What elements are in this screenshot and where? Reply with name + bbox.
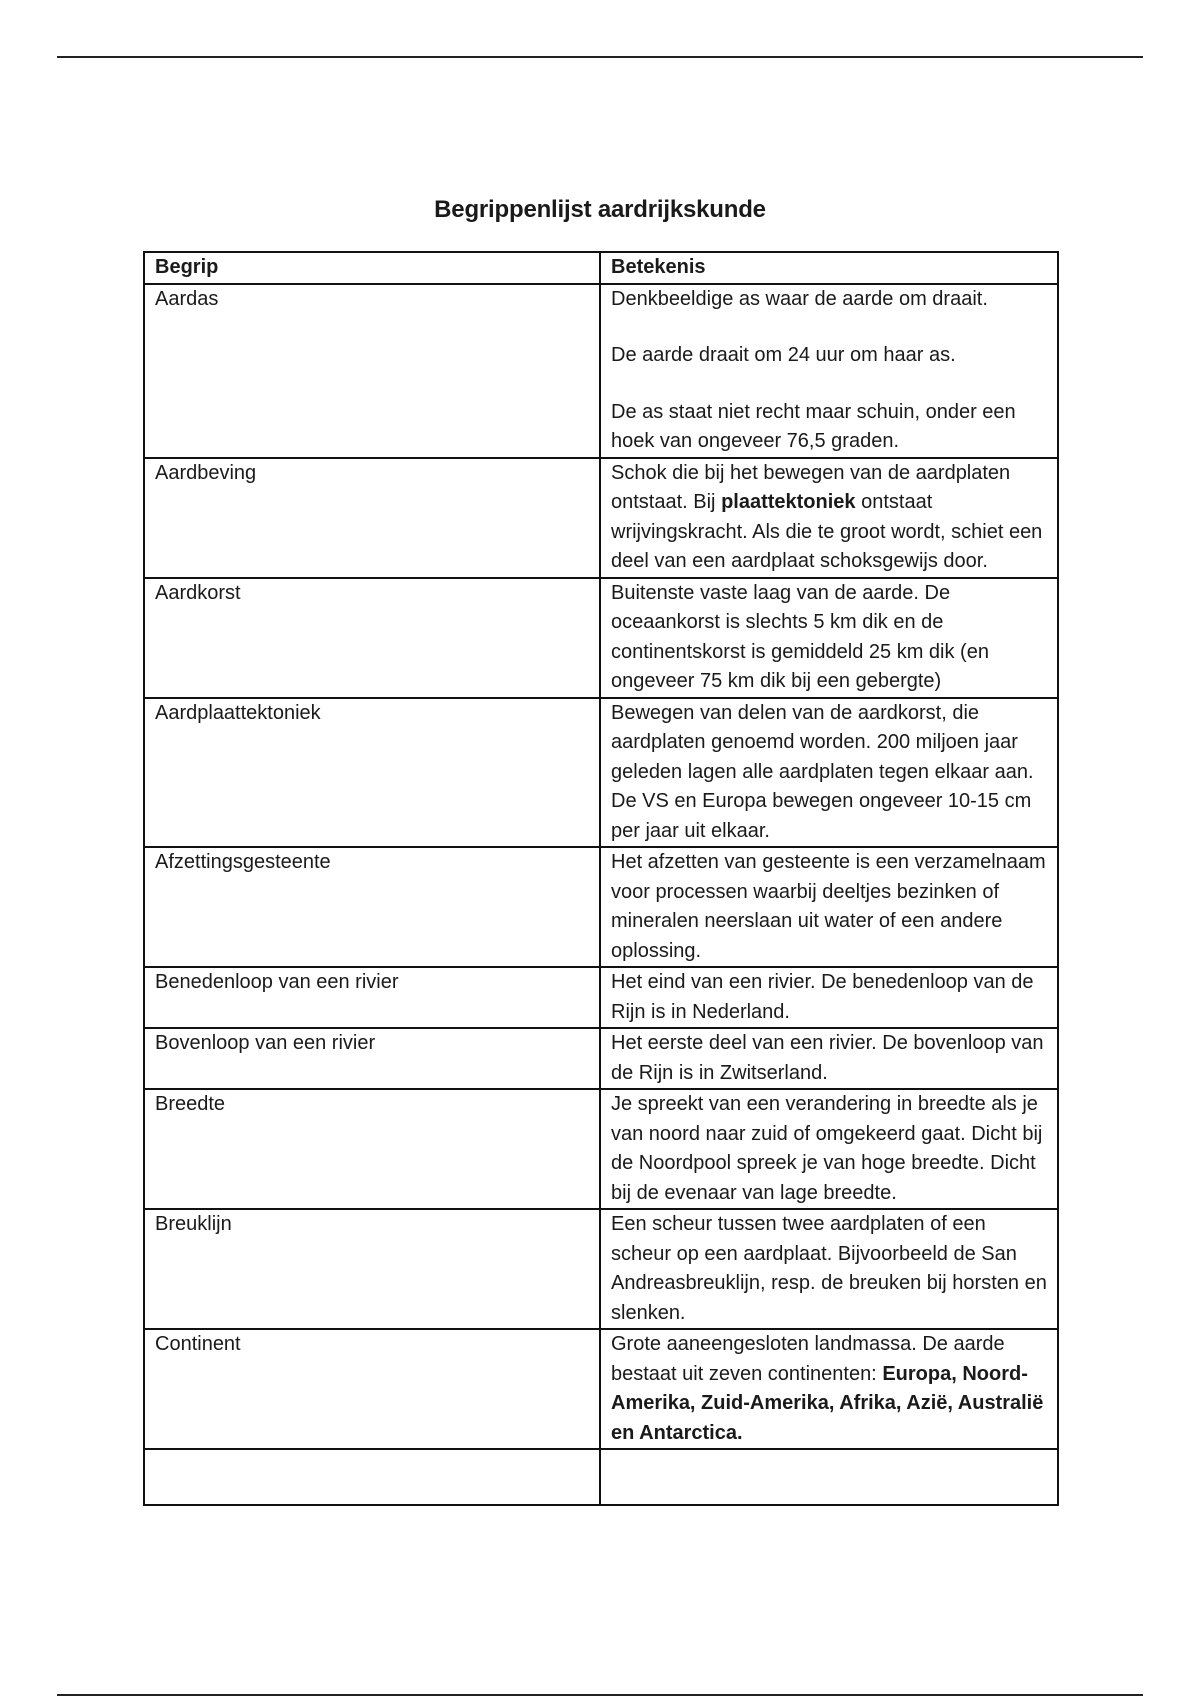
definition-cell [600, 458, 1058, 578]
definition-text: Schok die bij het bewegen van de aardplaten ontstaat. Bij [611, 461, 1011, 513]
table-row [144, 847, 1058, 967]
table-row [144, 578, 1058, 698]
term-cell: Breedte [144, 1089, 600, 1209]
definition-cell: Buitenste vaste laag van de aarde. De oceaankorst is slechts 5 km dik en de continentskorst is gemiddeld 25 km dik (en ongeveer 75 km dik bij een gebergte) [600, 578, 1058, 698]
table-row [144, 1209, 1058, 1329]
table-row [144, 284, 1058, 458]
definition-paragraph: De as staat niet recht maar schuin, onder een hoek van ongeveer 76,5 graden. [611, 400, 1016, 452]
definition-text: Grote aaneengesloten landmassa. De aarde bestaat uit zeven continenten: [611, 1333, 1005, 1385]
table-row [144, 967, 1058, 1028]
table-row [144, 1089, 1058, 1209]
term-cell: Bovenloop van een rivier [144, 1028, 600, 1089]
term-cell: Continent [144, 1329, 600, 1449]
document-title: Begrippenlijst aardrijkskunde [434, 196, 766, 223]
column-header-term: Begrip [144, 252, 600, 284]
definition-cell: Een scheur tussen twee aardplaten of een scheur op een aardplaat. Bijvoorbeeld de San Andreasbreuklijn, resp. de breuken bij horsten en slenken. [600, 1209, 1058, 1329]
table-row [144, 1028, 1058, 1089]
definition-cell: Bewegen van delen van de aardkorst, die aardplaten genoemd worden. 200 miljoen jaar geleden lagen alle aardplaten tegen elkaar aan. De VS en Europa bewegen ongeveer 10-15 cm per jaar uit elkaar. [600, 698, 1058, 848]
term-cell: Afzettingsgesteente [144, 847, 600, 967]
table-header-row [144, 252, 1058, 284]
term-cell: Benedenloop van een rivier [144, 967, 600, 1028]
table-row [144, 458, 1058, 578]
definition-paragraph: De aarde draait om 24 uur om haar as. [611, 344, 956, 366]
glossary-table [143, 251, 1059, 1506]
term-cell: Aardkorst [144, 578, 600, 698]
header-rule [57, 56, 1143, 58]
definition-cell: Het afzetten van gesteente is een verzamelnaam voor processen waarbij deeltjes bezinken of mineralen neerslaan uit water of een andere oplossing. [600, 847, 1058, 967]
term-cell: Aardplaattektoniek [144, 698, 600, 848]
definition-cell [600, 1449, 1058, 1505]
definition-paragraph: Denkbeeldige as waar de aarde om draait. [611, 287, 988, 310]
table-row [144, 698, 1058, 848]
definition-bold-text: Europa, Noord-Amerika, Zuid-Amerika, Afrika, Azië, Australië en Antarctica. [611, 1362, 1044, 1444]
term-cell: Aardas [144, 284, 600, 458]
definition-text: ontstaat wrijvingskracht. Als die te groot wordt, schiet een deel van een aardplaat schoksgewijs door. [611, 491, 1043, 572]
definition-bold-text: plaattektoniek [721, 491, 856, 513]
term-cell: Breuklijn [144, 1209, 600, 1329]
definition-cell: Je spreekt van een verandering in breedte als je van noord naar zuid of omgekeerd gaat. Dicht bij de Noordpool spreek je van hoge breedte. Dicht bij de evenaar van lage breedte. [600, 1089, 1058, 1209]
table-row-empty [144, 1449, 1058, 1505]
footer-rule [57, 1694, 1143, 1696]
term-cell [144, 1449, 600, 1505]
column-header-definition: Betekenis [600, 252, 1058, 284]
table-row [144, 1329, 1058, 1449]
definition-cell: Het eind van een rivier. De benedenloop van de Rijn is in Nederland. [600, 967, 1058, 1028]
definition-cell: Het eerste deel van een rivier. De bovenloop van de Rijn is in Zwitserland. [600, 1028, 1058, 1089]
term-cell: Aardbeving [144, 458, 600, 578]
definition-cell [600, 1329, 1058, 1449]
definition-cell [600, 284, 1058, 458]
